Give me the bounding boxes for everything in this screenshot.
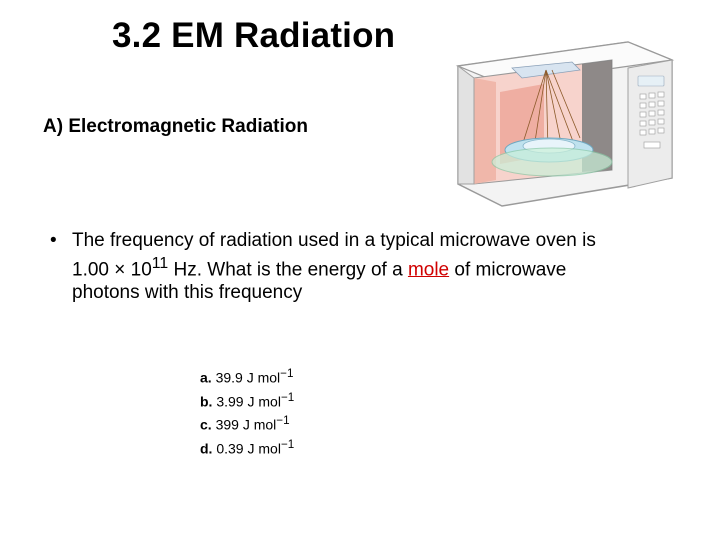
- choice-a[interactable]: a. 39.9 J mol$^{-1}$: [200, 367, 294, 386]
- choice-d[interactable]: d. 0.39 J mol$^{-1}$: [200, 437, 295, 457]
- microwave-oven-illustration: [452, 38, 678, 210]
- frequency-exponent: 11: [151, 255, 169, 272]
- choice-c[interactable]: c. 399 J mol$^{-1}$: [200, 414, 290, 433]
- answer-choices: [200, 364, 294, 459]
- mole-highlight: mole: [407, 259, 450, 281]
- section-heading: A) Electromagnetic Radiation: [43, 116, 308, 137]
- question-text: The frequency of radiation used in a typical microwave oven is $1.00 \times 10^{11}$ Hz. What is the energy of a mole of microwave photons with this frequency: [72, 230, 596, 304]
- bullet-icon: •: [50, 230, 57, 251]
- choice-b[interactable]: b. 3.99 J mol$^{-1}$: [200, 390, 295, 410]
- question-bullet: [50, 229, 610, 304]
- page-title: 3.2 EM Radiation: [112, 16, 396, 55]
